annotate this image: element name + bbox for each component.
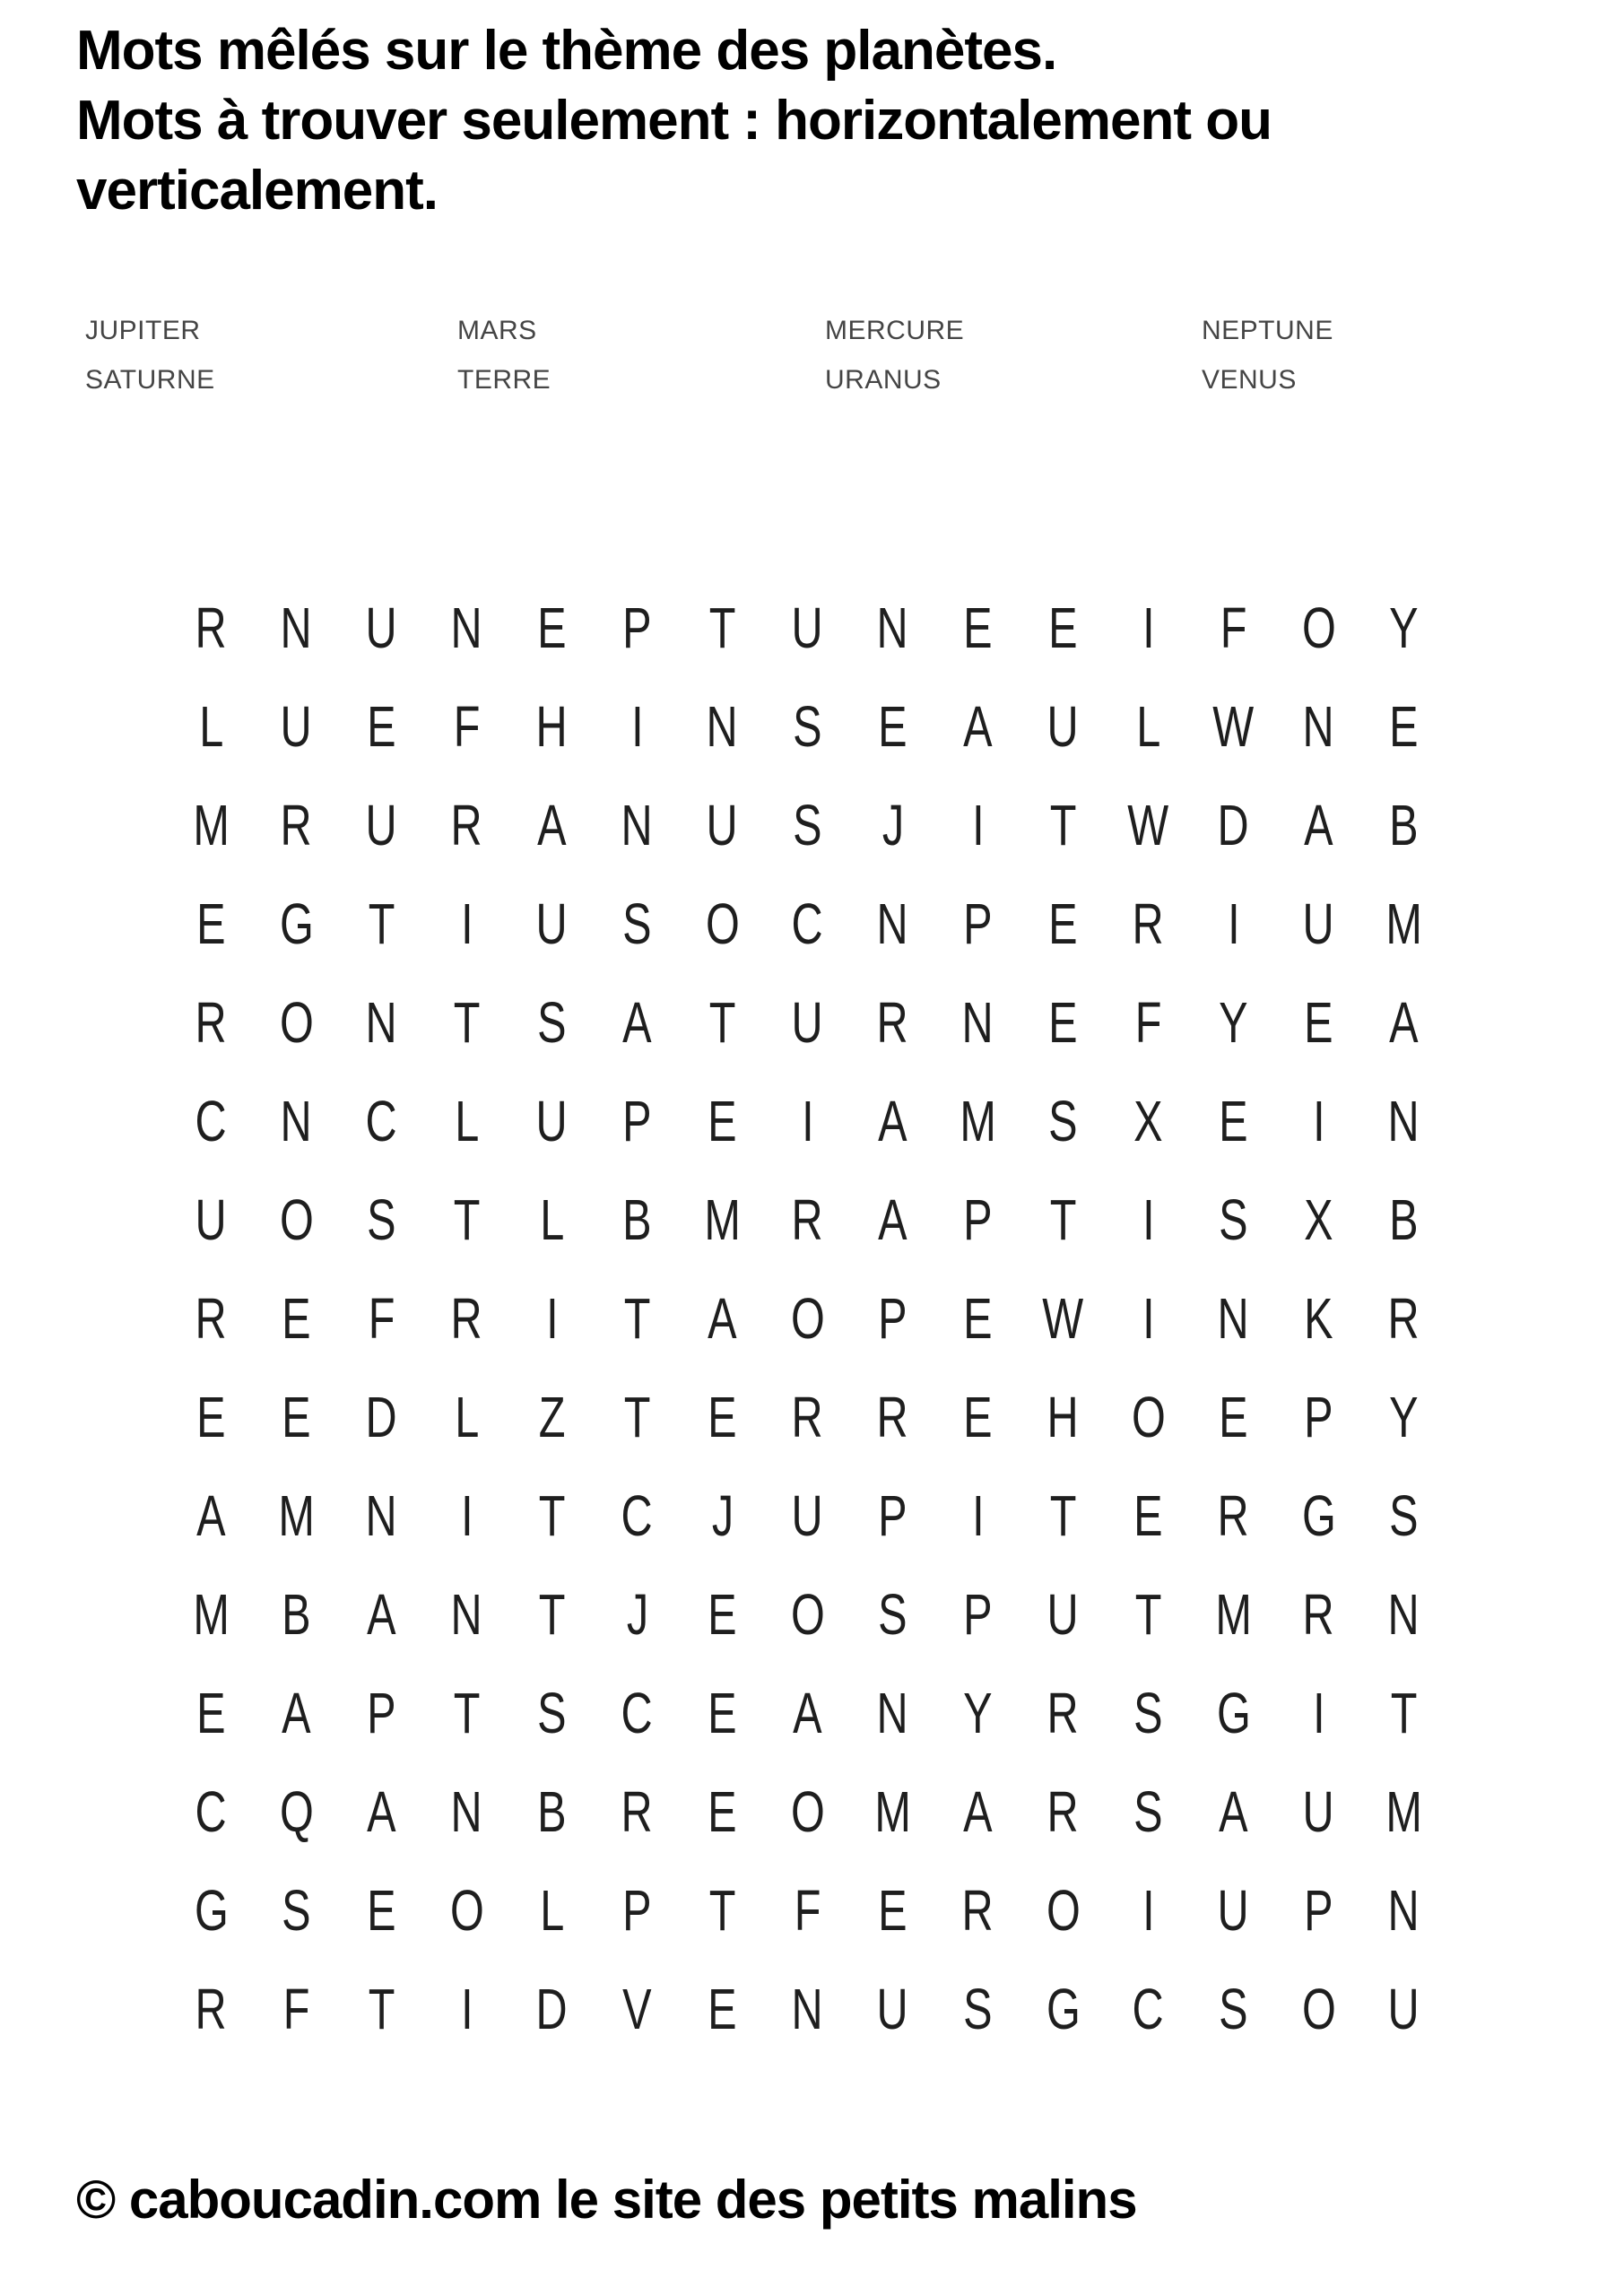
grid-letter: W [1127,793,1169,857]
grid-letter: P [878,1286,908,1351]
grid-letter: R [1132,891,1165,956]
grid-letter: M [704,1187,741,1252]
grid-letter: M [1385,891,1422,956]
grid-letter: A [793,1681,822,1745]
grid-letter: I [1227,891,1240,956]
grid-letter: T [1049,793,1077,857]
grid-letter: L [454,1385,480,1449]
grid-letter: M [278,1483,315,1548]
grid-letter: C [791,891,824,956]
grid-letter: I [460,891,473,956]
title-line-3: verticalement. [76,160,438,222]
grid-letter: T [1134,1582,1162,1647]
grid-letter: A [708,1286,737,1351]
grid-letter: N [450,1582,483,1647]
grid-letter: E [1048,596,1078,660]
grid-letter: M [874,1779,911,1844]
grid-letter: T [708,596,736,660]
grid-letter: F [453,694,481,759]
grid-letter: H [535,694,569,759]
grid-letter: E [367,1878,396,1943]
grid-letter: C [365,1089,398,1153]
grid-letter: E [963,1286,993,1351]
grid-letter: O [790,1779,825,1844]
grid-letter: R [791,1385,824,1449]
grid-letter: A [537,793,567,857]
grid-letter: G [1301,1483,1336,1548]
grid-letter: R [195,596,228,660]
word-list-item: MERCURE [825,316,965,345]
grid-letter: E [963,596,993,660]
grid-letter: F [282,1977,310,2041]
grid-letter: P [1304,1878,1333,1943]
grid-letter: R [195,990,228,1055]
grid-letter: U [1387,1977,1420,2041]
grid-letter: M [960,1089,996,1153]
grid-letter: U [1217,1878,1250,1943]
grid-letter: A [878,1089,908,1153]
grid-letter: X [1133,1089,1163,1153]
grid-letter: U [706,793,739,857]
grid-letter: O [1301,596,1336,660]
grid-letter: T [708,990,736,1055]
grid-letter: K [1304,1286,1333,1351]
word-list-item: NEPTUNE [1202,316,1333,345]
grid-letter: U [791,1483,824,1548]
grid-letter: P [963,891,993,956]
grid-letter: S [1133,1779,1163,1844]
grid-letter: S [1133,1681,1163,1745]
grid-letter: U [791,990,824,1055]
grid-letter: D [535,1977,569,2041]
grid-letter: T [623,1385,651,1449]
grid-letter: I [1142,1286,1155,1351]
grid-letter: A [1304,793,1333,857]
grid-letter: F [1220,596,1247,660]
grid-letter: C [195,1779,228,1844]
grid-letter: T [1049,1187,1077,1252]
grid-letter: T [368,891,395,956]
grid-letter: R [1046,1779,1080,1844]
word-list-item: TERRE [457,365,551,395]
grid-letter: I [545,1286,559,1351]
grid-letter: N [365,990,398,1055]
grid-letter: E [367,694,396,759]
word-list-row [85,365,1578,396]
grid-letter: U [876,1977,909,2041]
grid-letter: A [622,990,652,1055]
grid-letter: D [1217,793,1250,857]
grid-letter: G [279,891,314,956]
grid-letter: B [282,1582,311,1647]
footer-credit-text: © caboucadin.com le site des petits malins [76,2170,1137,2230]
grid-letter: O [1301,1977,1336,2041]
grid-letter: S [367,1187,396,1252]
grid-letter: A [282,1681,311,1745]
grid-letter: H [1046,1385,1080,1449]
grid-letter: P [622,596,652,660]
grid-letter: S [537,990,567,1055]
grid-letter: C [621,1681,654,1745]
grid-letter: S [282,1878,311,1943]
grid-letter: T [368,1977,395,2041]
grid-letter: N [876,596,909,660]
grid-letter: P [622,1878,652,1943]
grid-letter: M [1215,1582,1252,1647]
grid-letter: R [280,793,313,857]
grid-letter: U [1302,891,1335,956]
grid-letter: N [280,1089,313,1153]
grid-letter: U [365,596,398,660]
grid-letter: R [1387,1286,1420,1351]
grid-letter: R [195,1977,228,2041]
grid-letter: R [621,1779,654,1844]
grid-letter: N [621,793,654,857]
grid-letter: S [963,1977,993,2041]
grid-letter: J [881,793,904,857]
grid-letter: E [282,1385,311,1449]
grid-letter: T [708,1878,736,1943]
grid-letter: R [1046,1681,1080,1745]
grid-letter: E [196,891,226,956]
grid-letter: T [623,1286,651,1351]
grid-letter: T [538,1582,566,1647]
grid-letter: P [878,1483,908,1548]
grid-letter: A [367,1779,396,1844]
grid-letter: E [708,1582,737,1647]
footer-credit [76,2169,1137,2231]
word-list-item: VENUS [1202,365,1297,395]
grid-letter: F [1134,990,1162,1055]
grid-letter: S [1219,1977,1248,2041]
grid-letter: E [1219,1089,1248,1153]
grid-letter: I [1142,596,1155,660]
grid-letter: O [449,1878,484,1943]
grid-letter: N [450,596,483,660]
grid-letter: C [195,1089,228,1153]
grid-letter: S [1048,1089,1078,1153]
grid-letter: E [1219,1385,1248,1449]
grid-letter: O [279,1187,314,1252]
grid-letter: T [453,1187,481,1252]
grid-letter: R [1217,1483,1250,1548]
grid-letter: E [878,1878,908,1943]
grid-letter: E [963,1385,993,1449]
grid-letter: E [1389,694,1419,759]
grid-letter: S [537,1681,567,1745]
grid-letter: O [790,1582,825,1647]
grid-letter: Y [1219,990,1248,1055]
grid-letter: M [1385,1779,1422,1844]
grid-letter: N [1387,1582,1420,1647]
grid-letter: R [195,1286,228,1351]
word-list-item: JUPITER [85,316,201,345]
grid-letter: T [1049,1483,1077,1548]
grid-letter: E [1304,990,1333,1055]
title-line-1: Mots mêlés sur le thème des planètes. [76,20,1057,82]
grid-letter: J [711,1483,734,1548]
grid-letter: U [535,891,569,956]
grid-letter: I [971,793,985,857]
grid-letter: L [539,1187,565,1252]
grid-letter: P [963,1582,993,1647]
grid-letter: A [367,1582,396,1647]
grid-letter: R [876,990,909,1055]
grid-letter: A [1219,1779,1248,1844]
grid-letter: I [1142,1878,1155,1943]
grid-letter: Y [1389,1385,1419,1449]
grid-letter: I [971,1483,985,1548]
grid-letter: A [963,694,993,759]
grid-letter: I [1142,1187,1155,1252]
grid-letter: U [791,596,824,660]
grid-letter: F [794,1878,821,1943]
grid-letter: C [1132,1977,1165,2041]
grid-letter: B [537,1779,567,1844]
grid-letter: P [367,1681,396,1745]
grid-letter: G [194,1878,229,1943]
grid-letter: E [708,1385,737,1449]
grid-letter: U [195,1187,228,1252]
grid-letter: P [622,1089,652,1153]
grid-letter: A [963,1779,993,1844]
grid-letter: G [1046,1977,1081,2041]
grid-letter: E [1048,891,1078,956]
grid-letter: I [460,1977,473,2041]
grid-letter: U [1302,1779,1335,1844]
word-list-item: MARS [457,316,537,345]
grid-letter: N [961,990,994,1055]
grid-letter: V [622,1977,652,2041]
grid-letter: R [876,1385,909,1449]
grid-letter: A [196,1483,226,1548]
grid-letter: Y [963,1681,993,1745]
grid-letter: P [1304,1385,1333,1449]
grid-letter: S [878,1582,908,1647]
grid-letter: W [1042,1286,1084,1351]
grid-letter: U [1046,694,1080,759]
grid-letter: T [453,990,481,1055]
grid-letter: W [1212,694,1255,759]
grid-letter: R [450,793,483,857]
grid-letter: R [791,1187,824,1252]
grid-letter: C [621,1483,654,1548]
grid-letter: U [1046,1582,1080,1647]
grid-letter: M [193,793,230,857]
grid-letter: S [1389,1483,1419,1548]
word-list-item: URANUS [825,365,942,395]
grid-letter: E [282,1286,311,1351]
grid-letter: E [708,1779,737,1844]
grid-letter: D [365,1385,398,1449]
grid-letter: T [453,1681,481,1745]
grid-letter: L [1135,694,1161,759]
grid-letter: N [280,596,313,660]
grid-letter: N [1217,1286,1250,1351]
grid-letter: O [705,891,740,956]
grid-letter: T [538,1483,566,1548]
grid-letter: E [1048,990,1078,1055]
page-title [76,16,1272,226]
grid-letter: N [791,1977,824,2041]
grid-letter: F [368,1286,395,1351]
grid-letter: I [1312,1089,1325,1153]
grid-letter: U [365,793,398,857]
grid-letter: N [1387,1089,1420,1153]
grid-letter: I [1312,1681,1325,1745]
grid-letter: O [279,990,314,1055]
grid-letter: A [1389,990,1419,1055]
grid-letter: L [539,1878,565,1943]
grid-letter: E [878,694,908,759]
grid-letter: R [961,1878,994,1943]
grid-letter: N [450,1779,483,1844]
grid-letter: O [1046,1878,1081,1943]
grid-letter: U [535,1089,569,1153]
grid-letter: S [1219,1187,1248,1252]
grid-letter: E [708,1681,737,1745]
grid-letter: N [1387,1878,1420,1943]
grid-letter: I [801,1089,814,1153]
title-line-2: Mots à trouver seulement : horizontalement ou [76,90,1272,152]
grid-letter: Y [1389,596,1419,660]
grid-letter: X [1304,1187,1333,1252]
grid-letter: I [630,694,644,759]
grid-letter: O [1131,1385,1166,1449]
grid-letter: E [708,1089,737,1153]
grid-letter: L [454,1089,480,1153]
grid-letter: E [196,1681,226,1745]
grid-letter: E [1133,1483,1163,1548]
grid-letter: M [193,1582,230,1647]
grid-letter: E [708,1977,737,2041]
grid-letter: B [622,1187,652,1252]
grid-letter: B [1389,793,1419,857]
grid-letter: S [622,891,652,956]
grid-letter: R [450,1286,483,1351]
grid-letter: E [537,596,567,660]
grid-letter: J [626,1582,648,1647]
grid-letter: Q [279,1779,314,1844]
word-list [85,316,1578,414]
grid-letter: P [963,1187,993,1252]
grid-letter: I [460,1483,473,1548]
grid-letter: S [793,793,822,857]
letter-grid [169,578,1446,2058]
grid-letter: N [876,891,909,956]
grid-letter: E [196,1385,226,1449]
grid-letter: G [1216,1681,1251,1745]
grid-letter: O [790,1286,825,1351]
grid-letter: N [365,1483,398,1548]
grid-letter: L [198,694,224,759]
grid-letter: R [1302,1582,1335,1647]
grid-letter: Z [538,1385,566,1449]
grid-letter: T [1390,1681,1418,1745]
grid-letter: B [1389,1187,1419,1252]
grid-letter: N [706,694,739,759]
grid-letter: U [280,694,313,759]
grid-letter: N [876,1681,909,1745]
word-list-row [85,316,1578,346]
word-list-item: SATURNE [85,365,215,395]
grid-letter: A [878,1187,908,1252]
grid-letter: S [793,694,822,759]
grid-letter: N [1302,694,1335,759]
